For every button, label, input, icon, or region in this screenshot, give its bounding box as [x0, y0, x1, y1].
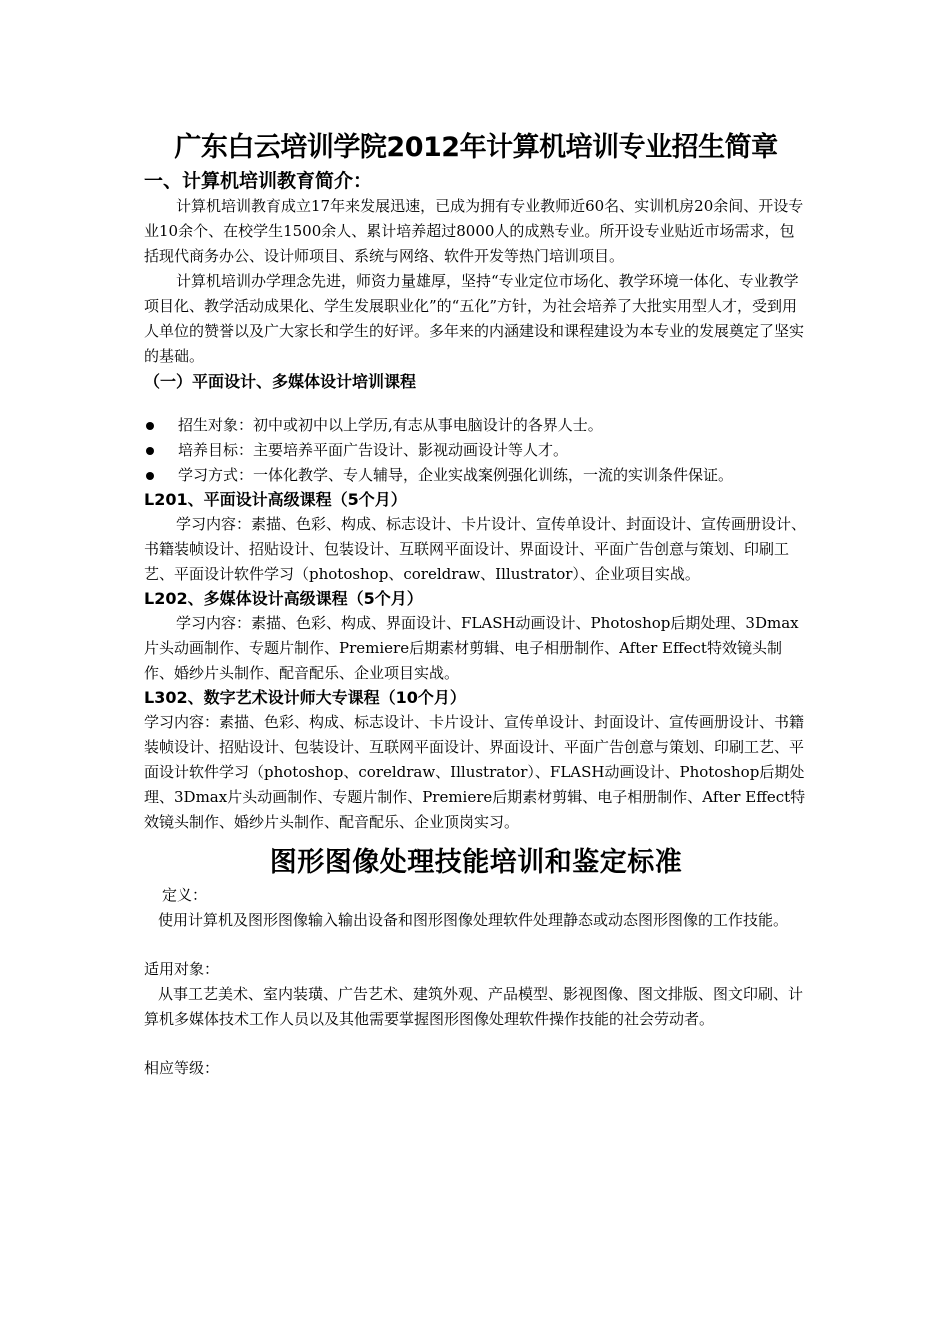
bullet-icon — [146, 447, 154, 455]
list-item-text: 招生对象：初中或初中以上学历,有志从事电脑设计的各界人士。 — [178, 416, 603, 434]
list-item-text: 培养目标：主要培养平面广告设计、影视动画设计等人才。 — [178, 441, 569, 459]
course-heading-l201: L201、平面设计高级课程（5个月） — [144, 490, 407, 509]
course-content-l202: 学习内容：素描、色彩、构成、界面设计、FLASH动画设计、Photoshop后期处理、3Dmax片头动画制作、专题片制作、Premiere后期素材剪辑、电子相册制作、After Effect特效镜头制作、婚纱片头制作、配音配乐、企业项目实战。 — [144, 614, 799, 682]
spacer — [144, 933, 808, 957]
bullet-icon — [146, 472, 154, 480]
course-content-l302: 学习内容：素描、色彩、构成、标志设计、卡片设计、宣传单设计、封面设计、宣传画册设计、书籍装帧设计、招贴设计、包装设计、互联网平面设计、界面设计、平面广告创意与策划、印刷工艺、平面设计软件学习（photoshop、coreldraw、Illustrator）、FLASH动画设计、Photoshop后期处理、3Dmax片头动画制作、专题片制作、Premiere后期素材剪辑、电子相册制作、After Effect特效镜头制作、婚纱片头制作、配音配乐、企业顶岗实习。 — [144, 713, 806, 831]
enrollment-info-list — [144, 413, 808, 488]
document-page — [144, 128, 808, 1081]
audience-label: 适用对象： — [144, 960, 220, 978]
list-item — [144, 413, 808, 438]
course-heading-l302: L302、数字艺术设计师大专课程（10个月） — [144, 688, 466, 707]
spacer — [144, 835, 808, 843]
standard-title: 图形图像处理技能培训和鉴定标准 — [269, 847, 683, 878]
spacer — [144, 1032, 808, 1056]
course-heading-l202: L202、多媒体设计高级课程（5个月） — [144, 589, 423, 608]
level-label: 相应等级： — [144, 1059, 220, 1077]
bullet-icon — [146, 422, 154, 430]
section-heading-intro: 一、计算机培训教育简介： — [144, 170, 373, 192]
list-item — [144, 438, 808, 463]
subsection-heading-design-courses: （一）平面设计、多媒体设计培训课程 — [144, 372, 417, 391]
spacer — [144, 395, 808, 413]
intro-paragraph-2: 计算机培训办学理念先进，师资力量雄厚，坚持“专业定位市场化、教学环境一体化、专业教学项目化、教学活动成果化、学生发展职业化”的“五化”方针，为社会培养了大批实用型人才，受到用人单位的赞誉以及广大家长和学生的好评。多年来的内涵建设和课程建设为本专业的发展奠定了坚实的基础。 — [144, 272, 805, 365]
definition-text: 使用计算机及图形图像输入输出设备和图形图像处理软件处理静态或动态图形图像的工作技能。 — [158, 911, 789, 929]
list-item-text: 学习方式：一体化教学、专人辅导，企业实战案例强化训练，一流的实训条件保证。 — [178, 466, 734, 484]
document-title: 广东白云培训学院2012年计算机培训专业招生简章 — [174, 132, 778, 163]
course-content-l201: 学习内容：素描、色彩、构成、标志设计、卡片设计、宣传单设计、封面设计、宣传画册设计、书籍装帧设计、招贴设计、包装设计、互联网平面设计、界面设计、平面广告创意与策划、印刷工艺、平面设计软件学习（photoshop、coreldraw、Illustrator）、企业项目实战。 — [144, 515, 807, 583]
intro-paragraph-1: 计算机培训教育成立17年来发展迅速，已成为拥有专业教师近60名、实训机房20余间、开设专业10余个、在校学生1500余人、累计培养超过8000人的成熟专业。所开设专业贴近市场需求，包括现代商务办公、设计师项目、系统与网络、软件开发等热门培训项目。 — [144, 197, 804, 265]
audience-text: 从事工艺美术、室内装璜、广告艺术、建筑外观、产品模型、影视图像、图文排版、图文印刷、计算机多媒体技术工作人员以及其他需要掌握图形图像处理软件操作技能的社会劳动者。 — [144, 985, 804, 1028]
definition-label: 定义： — [162, 886, 208, 904]
list-item — [144, 463, 808, 488]
